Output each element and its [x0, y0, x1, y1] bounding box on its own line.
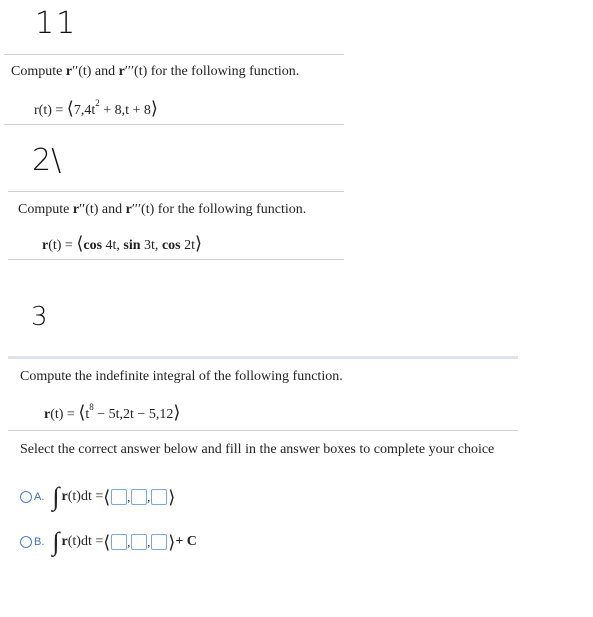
question-2-prompt: Compute r′′(t) and r′′′(t) for the following function.: [18, 202, 307, 217]
question-1-function: $r(t) = ⟨7,4t^2 + 8,t$ + 8⟩: [34, 98, 158, 118]
marker-2: 2\: [32, 143, 62, 178]
divider: [4, 54, 344, 55]
option-a-label: A.: [34, 491, 45, 503]
divider: [8, 356, 518, 359]
answer-box-a3[interactable]: [151, 489, 167, 505]
option-a[interactable]: A. ∫ r (t)dt = ⟨ , , ⟩: [20, 487, 175, 507]
answer-box-b2[interactable]: [131, 534, 147, 550]
answer-box-b1[interactable]: [111, 534, 127, 550]
answer-box-b3[interactable]: [151, 534, 167, 550]
divider: [8, 259, 344, 260]
question-3-prompt: Compute the indefinite integral of the following function.: [20, 369, 343, 384]
integral-symbol: ∫: [52, 527, 60, 556]
option-a-radio[interactable]: [20, 491, 32, 503]
select-instructions: Select the correct answer below and fill in the answer boxes to complete your choice: [20, 442, 495, 457]
option-b-radio[interactable]: [20, 536, 32, 548]
question-3-function: $r(t) = ⟨t^8 - 5t,2t$ − 5,12⟩: [44, 402, 181, 422]
marker-3: 3: [31, 302, 48, 332]
divider: [4, 124, 344, 125]
option-b-label: B.: [34, 536, 45, 548]
question-2-function: r(t) = ⟨cos 4t, sin 3t, cos 2t⟩: [42, 233, 203, 253]
divider: [8, 430, 518, 431]
answer-box-a2[interactable]: [131, 489, 147, 505]
marker-1: 11: [35, 6, 78, 41]
divider: [8, 191, 344, 192]
question-1-prompt: Compute r′′(t) and r′′′(t) for the following function.: [11, 64, 300, 79]
answer-box-a1[interactable]: [111, 489, 127, 505]
option-b[interactable]: B. ∫ r (t)dt = ⟨ , , ⟩ + C: [20, 532, 197, 552]
integral-symbol: ∫: [52, 482, 60, 511]
